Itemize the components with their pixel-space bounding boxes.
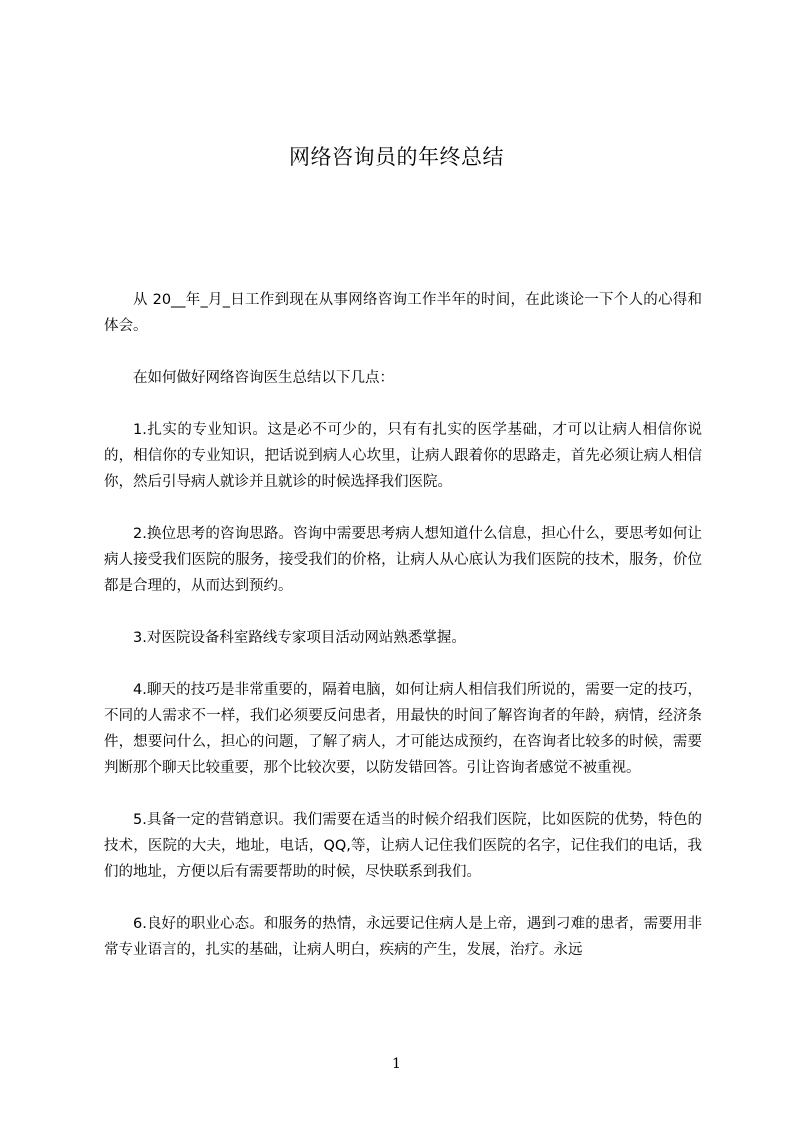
paragraph-point-2: 2.换位思考的咨询思路。咨询中需要思考病人想知道什么信息，担心什么，要思考如何让病人接受我们医院的服务，接受我们的价格，让病人从心底认为我们医院的技术，服务，价位都是合理的，从而达到预约。 [104,526,702,594]
paragraph-intro: 从 20__年_月_日工作到现在从事网络咨询工作半年的时间，在此谈论一下个人的心得和体会。 [104,292,702,334]
paragraph-point-4: 4.聊天的技巧是非常重要的，隔着电脑，如何让病人相信我们所说的，需要一定的技巧，不同的人需求不一样，我们必须要反问患者，用最快的时间了解咨询者的年龄，病情，经济条件，想要问什么，担心的问题，了解了病人，才可能达成预约，在咨询者比较多的时候，需要判断那个聊天比较重要，那个比较次要，以防发错回答。引让咨询者感觉不被重视。 [104,682,702,776]
page-number: 1 [392,1056,401,1072]
document-body [104,287,702,989]
paragraph-point-5: 5.具备一定的营销意识。我们需要在适当的时候介绍我们医院，比如医院的优势，特色的技术，医院的大夫，地址，电话，QQ,等，让病人记住我们医院的名字，记住我们的电话，我们的地址，方便以后有需要帮助的时候，尽快联系到我们。 [104,812,702,880]
document-title: 网络咨询员的年终总结 [289,145,504,169]
paragraph-point-1: 1.扎实的专业知识。这是必不可少的，只有有扎实的医学基础，才可以让病人相信你说的，相信你的专业知识，把话说到病人心坎里，让病人跟着你的思路走，首先必须让病人相信你，然后引导病人就诊并且就诊的时候选择我们医院。 [104,422,702,490]
paragraph-point-3: 3.对医院设备科室路线专家项目活动网站熟悉掌握。 [133,630,466,646]
paragraph-summary-heading: 在如何做好网络咨询医生总结以下几点： [133,370,394,386]
paragraph-point-6: 6.良好的职业心态。和服务的热情，永远要记住病人是上帝，遇到刁难的患者，需要用非常专业语言的，扎实的基础，让病人明白，疾病的产生，发展，治疗。永远 [104,916,702,958]
